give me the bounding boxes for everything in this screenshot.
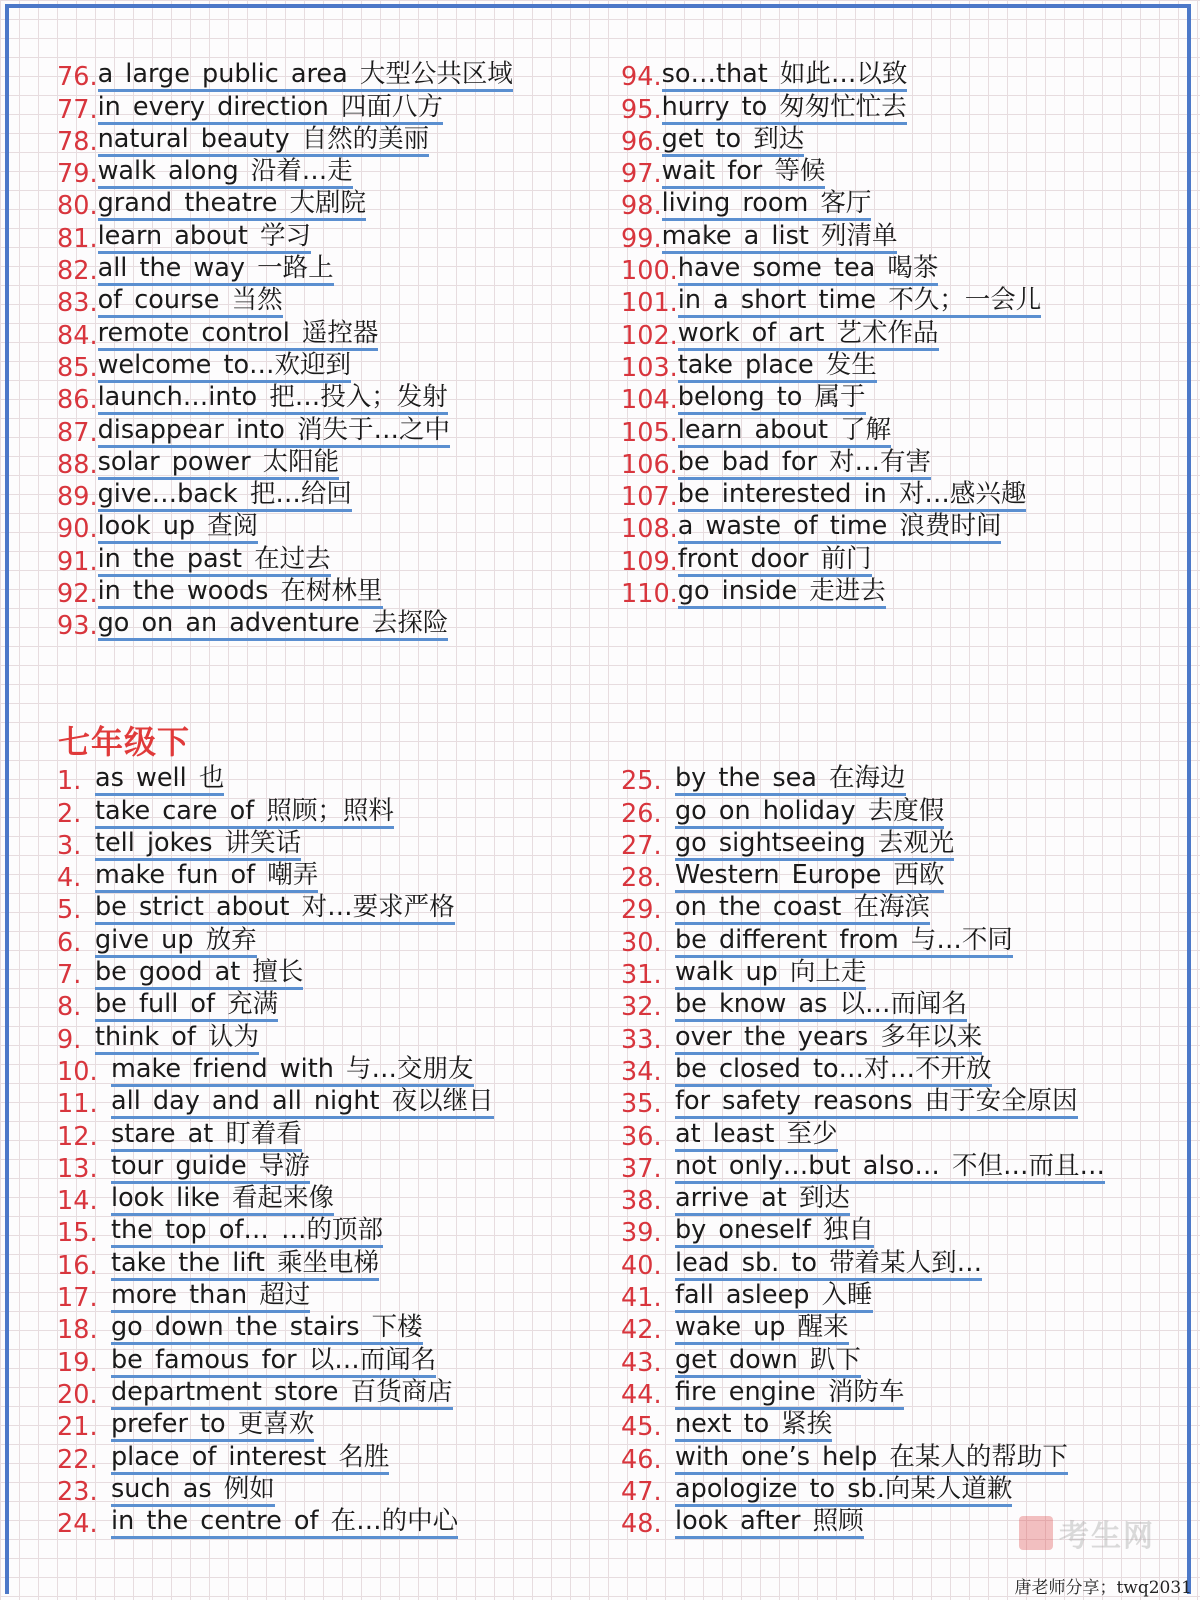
phrase-item	[621, 189, 1041, 221]
phrase-number: 34.	[621, 1056, 662, 1087]
phrase-text: take care of 照顾；照料	[95, 796, 394, 829]
phrase-number: 93.	[57, 611, 98, 642]
phrase-item	[57, 1378, 494, 1410]
phrase-item	[57, 60, 513, 92]
phrase-item	[621, 383, 1041, 415]
footer-credit: 唐老师分享；twq2031	[1014, 1578, 1192, 1598]
phrase-item	[621, 512, 1041, 544]
phrase-text: be closed to…对…不开放	[675, 1054, 992, 1087]
phrase-item	[57, 125, 513, 157]
phrase-number: 39.	[621, 1218, 662, 1249]
phrase-item	[57, 448, 513, 480]
phrase-text: welcome to…欢迎到	[98, 350, 351, 383]
phrase-number: 20.	[57, 1379, 98, 1410]
phrase-number: 85.	[57, 352, 98, 383]
phrase-text: be famous for 以…而闻名	[111, 1345, 436, 1378]
phrase-item	[57, 1410, 494, 1442]
phrase-number: 110.	[621, 579, 678, 610]
phrase-text: solar power 太阳能	[98, 447, 340, 480]
phrase-text: on the coast 在海滨	[675, 892, 930, 925]
watermark	[1019, 1511, 1155, 1555]
top-right-column	[621, 60, 1041, 609]
phrase-item	[57, 1184, 494, 1216]
phrase-text: department store 百货商店	[111, 1377, 453, 1410]
phrase-number: 40.	[621, 1250, 662, 1281]
phrase-text: all day and all night 夜以继日	[111, 1086, 494, 1119]
phrase-number: 31.	[621, 960, 662, 991]
phrase-text: remote control 遥控器	[98, 318, 379, 351]
phrase-number: 13.	[57, 1153, 98, 1184]
phrase-number: 12.	[57, 1121, 98, 1152]
phrase-text: be different from 与…不同	[675, 925, 1013, 958]
phrase-number: 5.	[57, 895, 82, 926]
phrase-item	[621, 1345, 1105, 1377]
phrase-number: 36.	[621, 1121, 662, 1152]
phrase-item	[621, 1248, 1105, 1280]
phrase-item	[57, 512, 513, 544]
phrase-text: living room 客厅	[662, 188, 872, 221]
phrase-item	[621, 1152, 1105, 1184]
phrase-item	[57, 1022, 494, 1054]
phrase-text: be strict about 对…要求严格	[95, 892, 455, 925]
phrase-text: prefer to 更喜欢	[111, 1409, 314, 1442]
phrase-text: go down the stairs 下楼	[111, 1312, 423, 1345]
phrase-number: 81.	[57, 223, 98, 254]
phrase-number: 26.	[621, 798, 662, 829]
watermark-text: 考生网	[1059, 1519, 1155, 1554]
phrase-text: disappear into 消失于…之中	[98, 415, 450, 448]
phrase-text: learn about 学习	[98, 221, 311, 254]
phrase-number: 109.	[621, 546, 678, 577]
phrase-number: 10.	[57, 1056, 98, 1087]
phrase-number: 6.	[57, 927, 82, 958]
phrase-item	[621, 829, 1105, 861]
phrase-text: grand theatre 大剧院	[98, 188, 366, 221]
phrase-number: 18.	[57, 1315, 98, 1346]
phrase-text: go sightseeing 去观光	[675, 828, 954, 861]
phrase-number: 11.	[57, 1089, 98, 1120]
phrase-text: by the sea 在海边	[675, 763, 906, 796]
phrase-item	[57, 577, 513, 609]
phrase-text: give…back 把…给回	[98, 479, 352, 512]
bottom-left-column	[57, 764, 494, 1539]
phrase-number: 29.	[621, 895, 662, 926]
phrase-item	[57, 286, 513, 318]
phrase-text: walk along 沿着…走	[98, 156, 353, 189]
phrase-item	[57, 764, 494, 796]
phrase-text: give up 放弃	[95, 925, 257, 958]
phrase-item	[57, 1442, 494, 1474]
phrase-item	[621, 861, 1105, 893]
phrase-text: for safety reasons 由于安全原因	[675, 1086, 1078, 1119]
phrase-item	[621, 318, 1041, 350]
phrase-item	[621, 1184, 1105, 1216]
phrase-number: 41.	[621, 1283, 662, 1314]
phrase-number: 88.	[57, 449, 98, 480]
phrase-number: 101.	[621, 288, 678, 319]
phrase-text: more than 超过	[111, 1280, 310, 1313]
phrase-text: not only…but also… 不但…而且…	[675, 1151, 1105, 1184]
phrase-item	[57, 1216, 494, 1248]
phrase-number: 48.	[621, 1509, 662, 1540]
phrase-item	[621, 1087, 1105, 1119]
phrase-number: 28.	[621, 863, 662, 894]
phrase-item	[57, 318, 513, 350]
phrase-text: as well 也	[95, 763, 224, 796]
phrase-item	[57, 415, 513, 447]
phrase-number: 16.	[57, 1250, 98, 1281]
phrase-number: 94.	[621, 62, 662, 93]
phrase-number: 90.	[57, 514, 98, 545]
phrase-number: 97.	[621, 159, 662, 190]
phrase-number: 24.	[57, 1509, 98, 1540]
phrase-number: 78.	[57, 126, 98, 157]
phrase-item	[621, 925, 1105, 957]
phrase-item	[57, 990, 494, 1022]
phrase-text: at least 至少	[675, 1119, 838, 1152]
phrase-item	[57, 189, 513, 221]
phrase-item	[57, 1475, 494, 1507]
phrase-number: 102.	[621, 320, 678, 351]
phrase-number: 43.	[621, 1347, 662, 1378]
phrase-text: in a short time 不久；一会儿	[678, 285, 1041, 318]
phrase-number: 45.	[621, 1412, 662, 1443]
phrase-text: place of interest 名胜	[111, 1442, 389, 1475]
phrase-number: 15.	[57, 1218, 98, 1249]
phrase-text: a large public area 大型公共区域	[98, 59, 513, 92]
phrase-text: front door 前门	[678, 544, 872, 577]
phrase-text: apologize to sb.向某人道歉	[675, 1474, 1012, 1507]
phrase-item	[57, 1248, 494, 1280]
phrase-text: think of 认为	[95, 1022, 259, 1055]
phrase-number: 96.	[621, 126, 662, 157]
phrase-text: in the woods 在树林里	[98, 576, 383, 609]
phrase-number: 46.	[621, 1444, 662, 1475]
phrase-number: 82.	[57, 256, 98, 287]
phrase-text: stare at 盯着看	[111, 1119, 302, 1152]
phrase-number: 108.	[621, 514, 678, 545]
phrase-item	[621, 60, 1041, 92]
phrase-text: take the lift 乘坐电梯	[111, 1248, 379, 1281]
phrase-number: 37.	[621, 1153, 662, 1184]
phrase-item	[621, 125, 1041, 157]
phrase-text: learn about 了解	[678, 415, 891, 448]
phrase-item	[621, 221, 1041, 253]
phrase-item	[57, 1281, 494, 1313]
phrase-item	[57, 1055, 494, 1087]
phrase-number: 14.	[57, 1186, 98, 1217]
phrase-item	[621, 1216, 1105, 1248]
phrase-item	[57, 480, 513, 512]
phrase-text: be know as 以…而闻名	[675, 989, 967, 1022]
phrase-number: 44.	[621, 1379, 662, 1410]
phrase-text: hurry to 匆匆忙忙去	[662, 92, 907, 125]
phrase-text: be interested in 对…感兴趣	[678, 479, 1027, 512]
phrase-number: 3.	[57, 830, 82, 861]
phrase-item	[621, 958, 1105, 990]
phrase-text: go on holiday 去度假	[675, 796, 944, 829]
phrase-text: next to 紧挨	[675, 1409, 832, 1442]
phrase-number: 104.	[621, 385, 678, 416]
phrase-number: 4.	[57, 863, 82, 894]
phrase-item	[621, 1378, 1105, 1410]
phrase-number: 22.	[57, 1444, 98, 1475]
phrase-text: with one’s help 在某人的帮助下	[675, 1442, 1068, 1475]
phrase-text: arrive at 到达	[675, 1183, 850, 1216]
phrase-item	[621, 1119, 1105, 1151]
phrase-number: 87.	[57, 417, 98, 448]
phrase-number: 17.	[57, 1283, 98, 1314]
phrase-text: all the way 一路上	[98, 253, 334, 286]
phrase-item	[621, 577, 1041, 609]
phrase-text: make a list 列清单	[662, 221, 898, 254]
bottom-right-column	[621, 764, 1105, 1539]
phrase-text: belong to 属于	[678, 382, 866, 415]
phrase-text: go on an adventure 去探险	[98, 608, 449, 641]
phrase-number: 91.	[57, 546, 98, 577]
phrase-text: tell jokes 讲笑话	[95, 828, 301, 861]
phrase-item	[57, 796, 494, 828]
phrase-text: Western Europe 西欧	[675, 860, 944, 893]
watermark-logo-icon	[1019, 1516, 1053, 1550]
phrase-item	[621, 1022, 1105, 1054]
phrase-text: such as 例如	[111, 1474, 275, 1507]
phrase-item	[57, 925, 494, 957]
phrase-item	[621, 1475, 1105, 1507]
phrase-text: fire engine 消防车	[675, 1377, 904, 1410]
phrase-number: 21.	[57, 1412, 98, 1443]
phrase-text: wake up 醒来	[675, 1312, 849, 1345]
phrase-number: 106.	[621, 449, 678, 480]
phrase-number: 35.	[621, 1089, 662, 1120]
phrase-item	[57, 1087, 494, 1119]
phrase-item	[621, 796, 1105, 828]
phrase-item	[57, 221, 513, 253]
phrase-item	[621, 1442, 1105, 1474]
phrase-text: over the years 多年以来	[675, 1022, 982, 1055]
phrase-text: launch…into 把…投入；发射	[98, 382, 448, 415]
phrase-text: in the past 在过去	[98, 544, 331, 577]
phrase-number: 98.	[621, 191, 662, 222]
phrase-item	[57, 1507, 494, 1539]
phrase-number: 99.	[621, 223, 662, 254]
phrase-text: take place 发生	[678, 350, 877, 383]
phrase-number: 19.	[57, 1347, 98, 1378]
phrase-number: 76.	[57, 62, 98, 93]
phrase-number: 47.	[621, 1476, 662, 1507]
phrase-item	[57, 254, 513, 286]
phrase-text: be good at 擅长	[95, 957, 303, 990]
phrase-item	[57, 1152, 494, 1184]
phrase-text: in the centre of 在…的中心	[111, 1506, 458, 1539]
phrase-text: make fun of 嘲弄	[95, 860, 318, 893]
phrase-item	[621, 480, 1041, 512]
phrase-text: look like 看起来像	[111, 1183, 334, 1216]
phrase-number: 95.	[621, 94, 662, 125]
phrase-text: wait for 等候	[662, 156, 826, 189]
phrase-text: have some tea 喝茶	[678, 253, 939, 286]
phrase-number: 79.	[57, 159, 98, 190]
phrase-number: 30.	[621, 927, 662, 958]
phrase-number: 103.	[621, 352, 678, 383]
phrase-number: 77.	[57, 94, 98, 125]
phrase-number: 100.	[621, 256, 678, 287]
phrase-item	[57, 383, 513, 415]
phrase-number: 9.	[57, 1024, 82, 1055]
phrase-item	[621, 254, 1041, 286]
phrase-item	[621, 893, 1105, 925]
phrase-text: be full of 充满	[95, 989, 278, 1022]
phrase-item	[621, 544, 1041, 576]
phrase-number: 2.	[57, 798, 82, 829]
phrase-text: by oneself 独自	[675, 1215, 874, 1248]
phrase-number: 105.	[621, 417, 678, 448]
phrase-number: 33.	[621, 1024, 662, 1055]
phrase-item	[57, 544, 513, 576]
phrase-item	[57, 1119, 494, 1151]
phrase-number: 107.	[621, 482, 678, 513]
phrase-text: so…that 如此…以致	[662, 59, 908, 92]
phrase-number: 1.	[57, 766, 82, 797]
phrase-number: 7.	[57, 960, 82, 991]
phrase-item	[621, 764, 1105, 796]
phrase-number: 83.	[57, 288, 98, 319]
phrase-number: 27.	[621, 830, 662, 861]
phrase-item	[57, 92, 513, 124]
phrase-item	[57, 829, 494, 861]
phrase-text: get down 趴下	[675, 1345, 861, 1378]
phrase-item	[57, 893, 494, 925]
phrase-item	[621, 157, 1041, 189]
phrase-text: be bad for 对…有害	[678, 447, 931, 480]
phrase-item	[57, 861, 494, 893]
phrase-item	[621, 1410, 1105, 1442]
phrase-text: tour guide 导游	[111, 1151, 310, 1184]
phrase-item	[621, 92, 1041, 124]
phrase-item	[621, 1281, 1105, 1313]
phrase-number: 8.	[57, 992, 82, 1023]
phrase-number: 32.	[621, 992, 662, 1023]
phrase-item	[621, 351, 1041, 383]
phrase-number: 23.	[57, 1476, 98, 1507]
phrase-text: fall asleep 入睡	[675, 1280, 873, 1313]
phrase-text: in every direction 四面八方	[98, 92, 443, 125]
phrase-item	[57, 609, 513, 641]
phrase-number: 86.	[57, 385, 98, 416]
top-left-column	[57, 60, 513, 641]
phrase-text: get to 到达	[662, 124, 805, 157]
phrase-number: 42.	[621, 1315, 662, 1346]
phrase-text: walk up 向上走	[675, 957, 866, 990]
phrase-text: work of art 艺术作品	[678, 318, 939, 351]
phrase-number: 84.	[57, 320, 98, 351]
phrase-item	[57, 958, 494, 990]
phrase-item	[57, 1313, 494, 1345]
phrase-item	[621, 286, 1041, 318]
phrase-text: the top of… …的顶部	[111, 1215, 383, 1248]
section-heading: 七年级下	[58, 723, 191, 761]
phrase-item	[57, 1345, 494, 1377]
phrase-item	[621, 1055, 1105, 1087]
phrase-number: 25.	[621, 766, 662, 797]
phrase-item	[621, 1313, 1105, 1345]
phrase-text: go inside 走进去	[678, 576, 886, 609]
phrase-item	[621, 415, 1041, 447]
phrase-text: natural beauty 自然的美丽	[98, 124, 430, 157]
phrase-text: look up 查阅	[98, 511, 259, 544]
phrase-text: of course 当然	[98, 285, 283, 318]
phrase-item	[621, 990, 1105, 1022]
phrase-item	[621, 448, 1041, 480]
phrase-text: lead sb. to 带着某人到…	[675, 1248, 982, 1281]
phrase-text: look after 照顾	[675, 1506, 864, 1539]
phrase-text: a waste of time 浪费时间	[678, 511, 1002, 544]
phrase-number: 92.	[57, 579, 98, 610]
phrase-item	[57, 157, 513, 189]
phrase-number: 80.	[57, 191, 98, 222]
phrase-text: make friend with 与…交朋友	[111, 1054, 474, 1087]
phrase-number: 38.	[621, 1186, 662, 1217]
phrase-number: 89.	[57, 482, 98, 513]
phrase-item	[57, 351, 513, 383]
